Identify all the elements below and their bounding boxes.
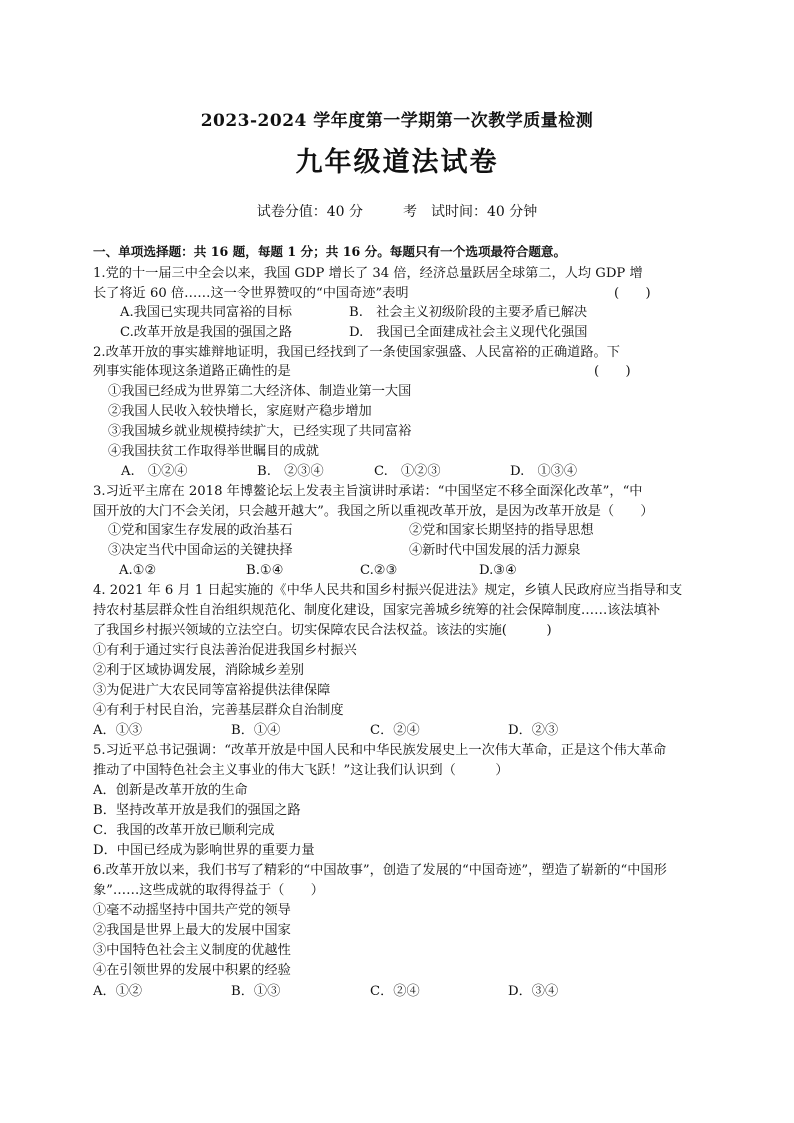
time-info: 考 试时间：40 分钟 bbox=[403, 204, 538, 220]
question-6-statement-1: ①毫不动摇坚持中国共产党的领导 bbox=[93, 903, 291, 918]
question-4-line-1: 4. 2021 年 6 月 1 日起实施的《中华人民共和国乡村振兴促进法》规定，乡镇人民政府应当指导和支 bbox=[93, 583, 683, 598]
question-3-line-2: 国开放的大门不会关闭，只会越开越大”。我国之所以重视改革开放，是因为改革开放是（ ） bbox=[93, 504, 654, 519]
question-1-option-d: D. 我国已全面建成社会主义现代化强国 bbox=[349, 325, 588, 340]
question-1-option-a: A.我国已实现共同富裕的目标 bbox=[120, 305, 292, 320]
question-3-option-c: C.②③ bbox=[360, 563, 398, 578]
question-2-answer-blank: ( ) bbox=[594, 364, 631, 379]
question-1-answer-blank: ( ) bbox=[614, 286, 651, 301]
exam-title: 2023-2024 学年度第一学期第一次教学质量检测 bbox=[200, 111, 594, 131]
question-2-line-1: 2.改革开放的事实雄辩地证明，我国已经找到了一条使国家强盛、人民富裕的正确道路。下 bbox=[93, 345, 620, 360]
question-6-line-1: 6.改革开放以来，我们书写了精彩的“中国故事”，创造了发展的“中国奇迹”，塑造了崭新的“中国形 bbox=[93, 863, 667, 878]
section-heading: 一、单项选择题：共 16 题，每题 1 分；共 16 分。每题只有一个选项最符合题意。 bbox=[93, 244, 567, 259]
question-4-line-3: 了我国乡村振兴领域的立法空白。切实保障农民合法权益。该法的实施( ) bbox=[93, 623, 552, 638]
question-3-statement-3: ③决定当代中国命运的关键抉择 bbox=[108, 543, 293, 558]
question-2-option-b: B. ②③④ bbox=[257, 464, 324, 479]
exam-meta bbox=[0, 201, 794, 221]
question-3-option-d: D.③④ bbox=[479, 563, 517, 578]
question-5-option-a: A．创新是改革开放的生命 bbox=[93, 783, 248, 798]
question-1-option-b: B. 社会主义初级阶段的主要矛盾已解决 bbox=[349, 305, 588, 320]
question-4-option-a: A．①③ bbox=[93, 723, 143, 738]
question-2-option-a: A. ①②④ bbox=[121, 464, 188, 479]
question-3-option-a: A.①② bbox=[119, 563, 157, 578]
question-3-statement-2: ②党和国家长期坚持的指导思想 bbox=[409, 523, 594, 538]
question-5-option-b: B．坚持改革开放是我们的强国之路 bbox=[93, 803, 301, 818]
question-4-line-2: 持农村基层群众性自治组织规范化、制度化建设，国家完善城乡统筹的社会保障制度……该法填补 bbox=[93, 603, 661, 618]
question-4-option-b: B．①④ bbox=[231, 723, 281, 738]
score-info: 试卷分值：40 分 bbox=[256, 204, 363, 220]
question-6-option-d: D．③④ bbox=[508, 984, 559, 999]
question-2-option-c: C. ①②③ bbox=[374, 464, 441, 479]
question-1-line-2: 长了将近 60 倍……这一令世界赞叹的“中国奇迹”表明 bbox=[93, 286, 409, 301]
question-2-option-d: D. ①③④ bbox=[510, 464, 578, 479]
question-4-statement-4: ④有利于村民自治，完善基层群众自治制度 bbox=[93, 703, 344, 718]
question-6-statement-4: ④在引领世界的发展中积累的经验 bbox=[93, 963, 291, 978]
question-1-option-c: C.改革开放是我国的强国之路 bbox=[120, 325, 293, 340]
question-1-line-1: 1.党的十一届三中全会以来，我国 GDP 增长了 34 倍，经济总量跃居全球第二，人均 GDP 增 bbox=[93, 266, 643, 281]
question-6-option-c: C．②④ bbox=[370, 984, 420, 999]
question-4-option-d: D．②③ bbox=[508, 723, 559, 738]
question-2-statement-1: ①我国已经成为世界第二大经济体、制造业第一大国 bbox=[108, 384, 412, 399]
question-5-option-c: C．我国的改革开放已顺利完成 bbox=[93, 823, 275, 838]
question-6-option-a: A．①② bbox=[93, 984, 143, 999]
question-6-statement-3: ③中国特色社会主义制度的优越性 bbox=[93, 943, 291, 958]
question-5-line-1: 5.习近平总书记强调：“改革开放是中国人民和中华民族发展史上一次伟大革命，正是这个伟大革命 bbox=[93, 743, 667, 758]
question-4-statement-3: ③为促进广大农民同等富裕提供法律保障 bbox=[93, 683, 331, 698]
question-3-option-b: B.①④ bbox=[246, 563, 284, 578]
question-4-statement-2: ②利于区域协调发展，消除城乡差别 bbox=[93, 663, 304, 678]
question-2-statement-3: ③我国城乡就业规模持续扩大，已经实现了共同富裕 bbox=[108, 424, 412, 439]
question-5-line-2: 推动了中国特色社会主义事业的伟大飞跃！”这让我们认识到（ ） bbox=[93, 763, 509, 778]
question-6-option-b: B．①③ bbox=[231, 984, 281, 999]
question-5-option-d: D．中国已经成为影响世界的重要力量 bbox=[93, 843, 315, 858]
question-6-statement-2: ②我国是世界上最大的发展中国家 bbox=[93, 923, 291, 938]
question-3-line-1: 3.习近平主席在 2018 年博鳌论坛上发表主旨演讲时承诺：“中国坚定不移全面深化改革”，“中 bbox=[93, 484, 643, 499]
question-4-option-c: C．②④ bbox=[370, 723, 420, 738]
question-4-statement-1: ①有利于通过实行良法善治促进我国乡村振兴 bbox=[93, 643, 357, 658]
question-3-statement-1: ①党和国家生存发展的政治基石 bbox=[108, 523, 293, 538]
question-6-line-2: 象”……这些成就的取得得益于（ ） bbox=[93, 883, 324, 898]
question-3-statement-4: ④新时代中国发展的活力源泉 bbox=[409, 543, 581, 558]
question-2-line-2: 列事实能体现这条道路正确性的是 bbox=[93, 364, 291, 379]
question-2-statement-4: ④我国扶贫工作取得举世瞩目的成就 bbox=[108, 444, 319, 459]
question-2-statement-2: ②我国人民收入较快增长，家庭财产稳步增加 bbox=[108, 404, 372, 419]
exam-subtitle: 九年级道法试卷 bbox=[295, 147, 499, 178]
